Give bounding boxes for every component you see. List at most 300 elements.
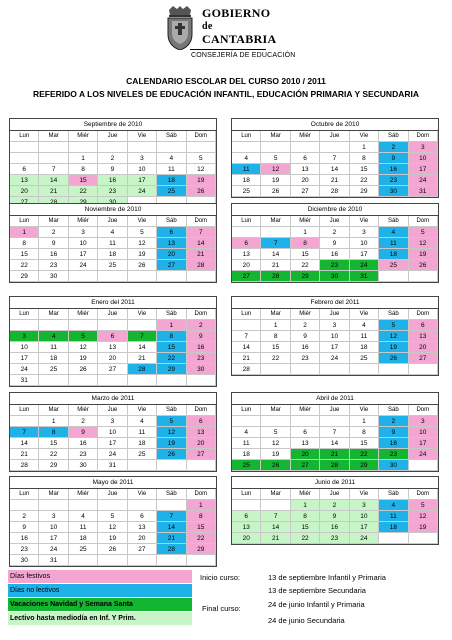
day-cell: 19 — [261, 449, 290, 460]
day-cell: 13 — [232, 522, 261, 533]
day-cell: 15 — [69, 175, 98, 186]
day-cell: 1 — [291, 500, 320, 511]
day-cell: 12 — [261, 438, 290, 449]
day-cell: 21 — [232, 353, 261, 364]
weekday-header: Sáb — [379, 309, 408, 320]
weekday-header: Mar — [261, 131, 290, 142]
weekday-header: Mar — [39, 309, 68, 320]
weekday-header: Dom — [409, 131, 438, 142]
day-cell: 2 — [379, 142, 408, 153]
day-cell: 4 — [39, 331, 68, 342]
day-cell: 30 — [379, 460, 408, 471]
document-subtitle: REFERIDO A LOS NIVELES DE EDUCACIÓN INFANTIL, EDUCACIÓN PRIMARIA Y SECUNDARIA — [33, 89, 419, 99]
weekday-header: Vie — [128, 131, 157, 142]
weekday-header: Miér — [69, 216, 98, 227]
day-cell: 19 — [157, 438, 186, 449]
day-cell: 25 — [379, 260, 408, 271]
weekday-header: Sáb — [157, 309, 186, 320]
day-cell: 15 — [10, 249, 39, 260]
day-cell: 12 — [69, 342, 98, 353]
day-cell: 17 — [409, 438, 438, 449]
day-cell: 4 — [157, 153, 186, 164]
day-cell: 23 — [320, 533, 349, 544]
day-cell: 3 — [69, 227, 98, 238]
final-secundaria: 24 de junio Secundaria — [268, 616, 345, 625]
day-cell: 19 — [128, 249, 157, 260]
day-cell: 9 — [379, 153, 408, 164]
day-cell: 7 — [261, 238, 290, 249]
day-cell: 9 — [39, 238, 68, 249]
day-cell: 6 — [232, 238, 261, 249]
day-cell: 3 — [409, 142, 438, 153]
day-cell: 26 — [379, 353, 408, 364]
weekday-header: Vie — [128, 216, 157, 227]
day-cell: 20 — [232, 260, 261, 271]
day-cell: 22 — [291, 260, 320, 271]
day-cell: 2 — [10, 511, 39, 522]
day-cell: 29 — [291, 271, 320, 282]
day-cell: 22 — [350, 175, 379, 186]
day-cell: 9 — [379, 427, 408, 438]
month-title: Septiembre de 2010 — [9, 118, 217, 130]
weekday-header: Jue — [98, 405, 127, 416]
weekday-header: Dom — [187, 216, 216, 227]
day-cell: 4 — [379, 227, 408, 238]
weekday-header: Mar — [39, 131, 68, 142]
day-cell: 4 — [232, 153, 261, 164]
day-cell: 16 — [69, 438, 98, 449]
weekday-header: Miér — [69, 309, 98, 320]
weekday-header: Sáb — [157, 131, 186, 142]
day-cell: 20 — [128, 533, 157, 544]
weekday-header: Sáb — [157, 489, 186, 500]
weekday-header: Lun — [10, 216, 39, 227]
day-cell: 18 — [128, 438, 157, 449]
day-cell: 21 — [10, 449, 39, 460]
day-cell: 23 — [291, 353, 320, 364]
day-cell: 23 — [320, 260, 349, 271]
weekday-header: Jue — [98, 216, 127, 227]
day-cell: 18 — [69, 533, 98, 544]
day-cell: 3 — [10, 331, 39, 342]
day-cell: 29 — [350, 460, 379, 471]
day-cell: 29 — [10, 271, 39, 282]
day-cell: 21 — [261, 260, 290, 271]
day-cell: 20 — [291, 175, 320, 186]
day-cell: 14 — [157, 522, 186, 533]
day-cell: 15 — [291, 249, 320, 260]
weekday-header: Dom — [187, 489, 216, 500]
weekday-header: Lun — [232, 405, 261, 416]
day-cell: 31 — [98, 460, 127, 471]
day-cell: 21 — [261, 533, 290, 544]
day-cell: 16 — [379, 164, 408, 175]
weekday-header: Vie — [350, 489, 379, 500]
day-cell: 2 — [69, 416, 98, 427]
day-cell: 4 — [98, 227, 127, 238]
day-cell: 26 — [128, 260, 157, 271]
day-cell: 1 — [69, 153, 98, 164]
weekday-header: Sáb — [379, 405, 408, 416]
day-cell: 10 — [320, 331, 349, 342]
day-cell: 24 — [69, 260, 98, 271]
weekday-header: Jue — [98, 489, 127, 500]
weekday-header: Dom — [409, 216, 438, 227]
day-cell: 15 — [187, 522, 216, 533]
day-cell: 21 — [157, 533, 186, 544]
final-label: Final curso: — [202, 604, 241, 613]
day-cell: 17 — [350, 522, 379, 533]
day-cell: 28 — [261, 271, 290, 282]
day-cell: 4 — [232, 427, 261, 438]
day-cell: 23 — [187, 353, 216, 364]
day-cell: 7 — [261, 511, 290, 522]
day-cell: 5 — [187, 153, 216, 164]
day-cell: 11 — [379, 511, 408, 522]
day-cell: 30 — [10, 555, 39, 566]
day-cell: 17 — [10, 353, 39, 364]
day-cell: 7 — [187, 227, 216, 238]
weekday-header: Mar — [261, 489, 290, 500]
weekday-header: Miér — [69, 131, 98, 142]
legend-media-jornada: Lectivo hasta mediodía en Inf. Y Prim. — [8, 612, 192, 625]
day-cell: 19 — [409, 522, 438, 533]
day-cell: 21 — [320, 449, 349, 460]
day-cell: 1 — [350, 416, 379, 427]
day-cell: 6 — [187, 416, 216, 427]
day-cell: 3 — [409, 416, 438, 427]
day-cell: 23 — [379, 175, 408, 186]
day-cell: 20 — [409, 342, 438, 353]
day-cell: 18 — [157, 175, 186, 186]
day-cell: 17 — [39, 533, 68, 544]
day-cell: 10 — [350, 511, 379, 522]
day-cell: 22 — [69, 186, 98, 197]
day-cell: 24 — [350, 260, 379, 271]
weekday-header: Miér — [291, 405, 320, 416]
day-cell: 24 — [320, 353, 349, 364]
day-cell: 11 — [232, 438, 261, 449]
day-cell: 10 — [350, 238, 379, 249]
day-cell: 6 — [291, 427, 320, 438]
weekday-header: Dom — [409, 309, 438, 320]
day-cell: 8 — [187, 511, 216, 522]
month-title: Noviembre de 2010 — [9, 203, 217, 215]
month-title: Mayo de 2011 — [9, 476, 217, 488]
day-cell: 10 — [39, 522, 68, 533]
day-cell: 3 — [98, 416, 127, 427]
day-cell: 22 — [10, 260, 39, 271]
day-cell: 13 — [10, 175, 39, 186]
day-cell: 2 — [39, 227, 68, 238]
day-cell: 27 — [232, 271, 261, 282]
day-cell: 11 — [232, 164, 261, 175]
day-cell: 31 — [409, 186, 438, 197]
day-cell: 23 — [379, 449, 408, 460]
day-cell: 11 — [69, 522, 98, 533]
day-cell: 3 — [39, 511, 68, 522]
day-cell: 18 — [232, 449, 261, 460]
day-cell: 28 — [157, 544, 186, 555]
day-cell: 27 — [98, 364, 127, 375]
day-cell: 18 — [350, 342, 379, 353]
day-cell: 14 — [320, 164, 349, 175]
day-cell: 20 — [98, 353, 127, 364]
day-cell: 17 — [69, 249, 98, 260]
day-cell: 24 — [350, 533, 379, 544]
day-cell: 14 — [320, 438, 349, 449]
day-cell: 18 — [379, 522, 408, 533]
day-cell: 19 — [409, 249, 438, 260]
day-cell: 22 — [291, 533, 320, 544]
day-cell: 12 — [379, 331, 408, 342]
day-cell: 20 — [232, 533, 261, 544]
day-cell: 2 — [320, 500, 349, 511]
day-cell: 6 — [409, 320, 438, 331]
day-cell: 26 — [261, 460, 290, 471]
day-cell: 8 — [39, 427, 68, 438]
day-cell: 24 — [98, 449, 127, 460]
day-cell: 16 — [187, 342, 216, 353]
day-cell: 27 — [409, 353, 438, 364]
day-cell: 17 — [128, 175, 157, 186]
month-title: Abril de 2011 — [231, 392, 439, 404]
day-cell: 16 — [291, 342, 320, 353]
weekday-header: Mar — [261, 216, 290, 227]
day-cell: 13 — [409, 331, 438, 342]
weekday-header: Miér — [291, 131, 320, 142]
day-cell: 16 — [39, 249, 68, 260]
day-cell: 12 — [409, 238, 438, 249]
weekday-header: Sáb — [157, 216, 186, 227]
day-cell: 3 — [320, 320, 349, 331]
day-cell: 27 — [291, 460, 320, 471]
day-cell: 12 — [409, 511, 438, 522]
day-cell: 6 — [232, 511, 261, 522]
day-cell: 28 — [232, 364, 261, 375]
day-cell: 9 — [320, 238, 349, 249]
day-cell: 30 — [69, 460, 98, 471]
day-cell: 25 — [157, 186, 186, 197]
day-cell: 1 — [157, 320, 186, 331]
weekday-header: Miér — [291, 309, 320, 320]
day-cell: 20 — [157, 249, 186, 260]
day-cell: 18 — [98, 249, 127, 260]
day-cell: 27 — [157, 260, 186, 271]
day-cell: 13 — [291, 438, 320, 449]
region-name: CANTABRIA — [202, 32, 277, 46]
day-cell: 9 — [320, 511, 349, 522]
day-cell: 28 — [128, 364, 157, 375]
day-cell: 30 — [379, 186, 408, 197]
weekday-header: Dom — [409, 405, 438, 416]
day-cell: 14 — [261, 522, 290, 533]
day-cell: 23 — [10, 544, 39, 555]
weekday-header: Dom — [187, 405, 216, 416]
day-cell: 7 — [157, 511, 186, 522]
day-cell: 26 — [157, 449, 186, 460]
day-cell: 19 — [379, 342, 408, 353]
day-cell: 4 — [350, 320, 379, 331]
day-cell: 7 — [320, 427, 349, 438]
day-cell: 8 — [350, 427, 379, 438]
weekday-header: Miér — [69, 489, 98, 500]
day-cell: 8 — [350, 153, 379, 164]
day-cell: 16 — [379, 438, 408, 449]
day-cell: 14 — [128, 342, 157, 353]
day-cell: 6 — [10, 164, 39, 175]
day-cell: 8 — [291, 511, 320, 522]
day-cell: 21 — [187, 249, 216, 260]
day-cell: 29 — [157, 364, 186, 375]
day-cell: 1 — [39, 416, 68, 427]
day-cell: 7 — [320, 153, 349, 164]
weekday-header: Lun — [10, 489, 39, 500]
day-cell: 29 — [39, 460, 68, 471]
day-cell: 19 — [261, 175, 290, 186]
day-cell: 5 — [409, 227, 438, 238]
weekday-header: Vie — [128, 489, 157, 500]
day-cell: 6 — [157, 227, 186, 238]
day-cell: 23 — [98, 186, 127, 197]
day-cell: 1 — [10, 227, 39, 238]
inicio-secundaria: 13 de septiembre Secundaria — [268, 586, 366, 595]
day-cell: 22 — [350, 449, 379, 460]
day-cell: 30 — [39, 271, 68, 282]
weekday-header: Miér — [69, 405, 98, 416]
month-title: Enero del 2011 — [9, 296, 217, 308]
day-cell: 7 — [39, 164, 68, 175]
day-cell: 25 — [98, 260, 127, 271]
day-cell: 8 — [69, 164, 98, 175]
day-cell: 31 — [10, 375, 39, 386]
weekday-header: Mar — [261, 405, 290, 416]
weekday-header: Jue — [98, 131, 127, 142]
day-cell: 16 — [98, 175, 127, 186]
day-cell: 4 — [379, 500, 408, 511]
day-cell: 15 — [350, 438, 379, 449]
day-cell: 7 — [232, 331, 261, 342]
day-cell: 27 — [187, 449, 216, 460]
day-cell: 16 — [320, 522, 349, 533]
day-cell: 24 — [128, 186, 157, 197]
day-cell: 30 — [187, 364, 216, 375]
inicio-label: Inicio curso: — [200, 573, 241, 582]
day-cell: 5 — [261, 427, 290, 438]
day-cell: 17 — [409, 164, 438, 175]
day-cell: 3 — [350, 500, 379, 511]
day-cell: 12 — [98, 522, 127, 533]
day-cell: 15 — [157, 342, 186, 353]
day-cell: 24 — [10, 364, 39, 375]
day-cell: 26 — [69, 364, 98, 375]
day-cell: 13 — [291, 164, 320, 175]
weekday-header: Lun — [232, 216, 261, 227]
weekday-header: Lun — [10, 405, 39, 416]
day-cell: 28 — [320, 460, 349, 471]
day-cell: 9 — [69, 427, 98, 438]
day-cell: 21 — [39, 186, 68, 197]
day-cell: 28 — [10, 460, 39, 471]
day-cell: 20 — [187, 438, 216, 449]
day-cell: 1 — [261, 320, 290, 331]
day-cell: 14 — [261, 249, 290, 260]
day-cell: 23 — [39, 260, 68, 271]
day-cell: 20 — [291, 449, 320, 460]
day-cell: 25 — [128, 449, 157, 460]
day-cell: 26 — [98, 544, 127, 555]
day-cell: 5 — [379, 320, 408, 331]
weekday-header: Sáb — [379, 489, 408, 500]
day-cell: 6 — [128, 511, 157, 522]
day-cell: 31 — [350, 271, 379, 282]
day-cell: 11 — [350, 331, 379, 342]
day-cell: 2 — [320, 227, 349, 238]
weekday-header: Vie — [350, 131, 379, 142]
day-cell: 22 — [261, 353, 290, 364]
day-cell: 11 — [157, 164, 186, 175]
day-cell: 24 — [409, 449, 438, 460]
inicio-infantil-primaria: 13 de septiembre Infantil y Primaria — [268, 573, 386, 582]
day-cell: 15 — [39, 438, 68, 449]
day-cell: 28 — [320, 186, 349, 197]
day-cell: 19 — [69, 353, 98, 364]
day-cell: 11 — [379, 238, 408, 249]
weekday-header: Lun — [10, 131, 39, 142]
weekday-header: Lun — [10, 309, 39, 320]
day-cell: 12 — [261, 164, 290, 175]
day-cell: 16 — [10, 533, 39, 544]
weekday-header: Dom — [187, 131, 216, 142]
day-cell: 5 — [69, 331, 98, 342]
weekday-header: Miér — [291, 216, 320, 227]
day-cell: 8 — [157, 331, 186, 342]
weekday-header: Vie — [350, 405, 379, 416]
day-cell: 20 — [10, 186, 39, 197]
day-cell: 2 — [98, 153, 127, 164]
day-cell: 9 — [187, 331, 216, 342]
month-title: Octubre de 2010 — [231, 118, 439, 130]
weekday-header: Vie — [350, 216, 379, 227]
day-cell: 9 — [10, 522, 39, 533]
legend-vacaciones: Vacaciones Navidad y Semana Santa — [8, 598, 192, 611]
weekday-header: Vie — [128, 309, 157, 320]
day-cell: 9 — [291, 331, 320, 342]
day-cell: 22 — [157, 353, 186, 364]
day-cell: 10 — [409, 153, 438, 164]
weekday-header: Lun — [232, 489, 261, 500]
day-cell: 12 — [157, 427, 186, 438]
legend-festivos: Días festivos — [8, 570, 192, 583]
weekday-header: Vie — [350, 309, 379, 320]
day-cell: 14 — [187, 238, 216, 249]
day-cell: 25 — [69, 544, 98, 555]
day-cell: 18 — [39, 353, 68, 364]
day-cell: 14 — [232, 342, 261, 353]
day-cell: 2 — [291, 320, 320, 331]
weekday-header: Jue — [320, 309, 349, 320]
day-cell: 26 — [187, 186, 216, 197]
weekday-header: Mar — [39, 216, 68, 227]
day-cell: 24 — [409, 175, 438, 186]
day-cell: 25 — [232, 460, 261, 471]
day-cell: 15 — [261, 342, 290, 353]
day-cell: 30 — [320, 271, 349, 282]
day-cell: 13 — [128, 522, 157, 533]
day-cell: 10 — [69, 238, 98, 249]
day-cell: 6 — [98, 331, 127, 342]
day-cell: 11 — [98, 238, 127, 249]
